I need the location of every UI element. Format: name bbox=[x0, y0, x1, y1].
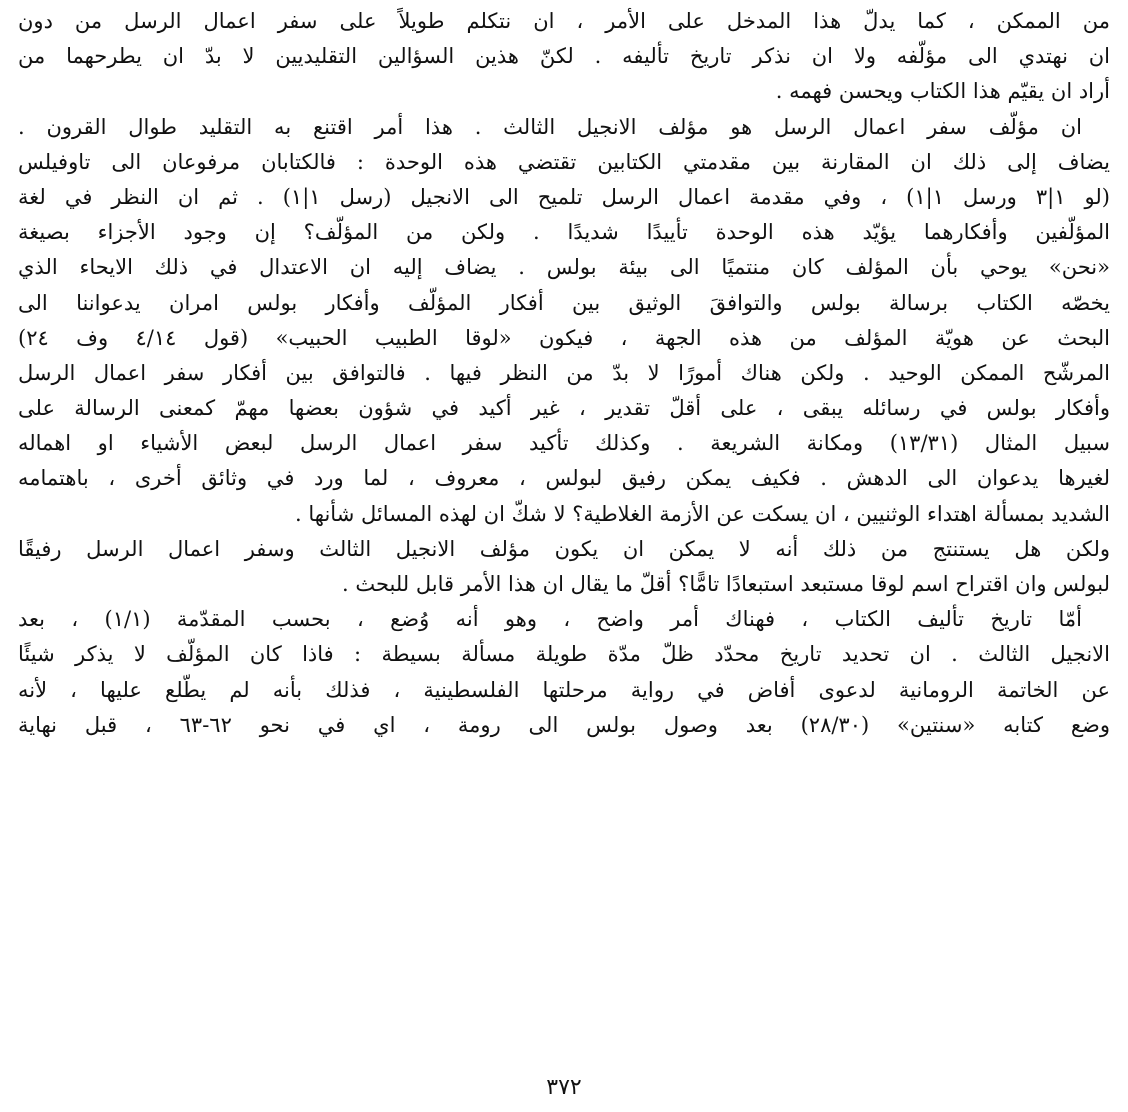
text-line: وضع كتابه «سنتين» (٢٨/٣٠) بعد وصول بولس الى رومة ، اي في نحو ٦٢-٦٣ ، قبل نهاية bbox=[18, 712, 1110, 737]
text-line: عن الخاتمة الرومانية لدعوى أفاض في رواية مرحلتها الفلسطينية ، فذلك بأنه لم يطّلع عليها ، لأنه bbox=[18, 677, 1110, 702]
text-line: يضاف إلى ذلك ان المقارنة بين مقدمتي الكتابين تقتضي هذه الوحدة : فالكتابان مرفوعان الى تاوفيلس bbox=[18, 149, 1110, 174]
text-line: وأفكار بولس في رسائله يبقى ، على أقلّ تقدير ، غير أكيد في شؤون بعضها مهمّ كمعنى الرسالة على bbox=[18, 396, 1110, 421]
text-line: أراد ان يقيّم هذا الكتاب ويحسن فهمه . bbox=[775, 79, 1110, 104]
text-line: من الممكن ، كما يدلّ هذا المدخل على الأمر ، ان نتكلم طويلاً على سفر اعمال الرسل من دون bbox=[18, 9, 1110, 33]
text-line: (لو ١|٣ ورسل ١|١) ، وفي مقدمة اعمال الرسل تلميح الى الانجيل (رسل ١|١) . ثم ان النظر في لغة bbox=[18, 184, 1110, 209]
text-line: «نحن» يوحي بأن المؤلف كان منتميًا الى بيئة بولس . يضاف إليه ان الاعتدال في ذلك الايحاء الذي bbox=[18, 255, 1110, 280]
text-line: الانجيل الثالث . ان تحديد تاريخ محدّد ظلّ مدّة طويلة مسألة بسيطة : فاذا كان المؤلّف لا يذكر شيئًا bbox=[18, 642, 1110, 667]
text-line: الشديد بمسألة اهتداء الوثنيين ، ان يسكت عن الأزمة الغلاطية؟ لا شكّ ان لهذه المسائل شأنها . bbox=[295, 501, 1110, 526]
text-line: البحث عن هويّة المؤلف من هذه الجهة ، فيكون «لوقا الطبيب الحبيب» (قول ٤/١٤ وف ٢٤) bbox=[18, 325, 1110, 350]
text-line: يخصّه الكتاب برسالة بولس والتوافقَ الوثيق بين أفكار المؤلّف وأفكار بولس امران يدعواننا الى bbox=[18, 290, 1110, 315]
text-line: أمّا تاريخ تأليف الكتاب ، فهناك أمر واضح ، وهو أنه وُضع ، بحسب المقدّمة (١/١) ، بعد bbox=[18, 607, 1082, 632]
text-line: المرشّح الممكن الوحيد . ولكن هناك أمورًا لا بدّ من النظر فيها . فالتوافق بين أفكار سفر اعمال الرسل bbox=[18, 360, 1110, 385]
text-line: سبيل المثال (١٣/٣١) ومكانة الشريعة . وكذلك تأكيد سفر اعمال الرسل لبعض الأشياء او اهماله bbox=[18, 431, 1110, 456]
text-line: ان مؤلّف سفر اعمال الرسل هو مؤلف الانجيل الثالث . هذا أمر اقتنع به التقليد طوال القرون . bbox=[18, 114, 1082, 139]
body-text bbox=[18, 4, 1110, 743]
page-number: ٣٧٢ bbox=[546, 1075, 582, 1100]
text-line: لغيرها يدعوان الى الدهش . فكيف يمكن رفيق لبولس ، معروف ، لما ورد في وثائق أخرى ، باهتمامه bbox=[18, 466, 1110, 491]
text-line: ولكن هل يستنتج من ذلك أنه لا يمكن ان يكون مؤلف الانجيل الثالث وسفر اعمال الرسل رفيقًا bbox=[18, 536, 1110, 561]
text-line: المؤلّفين وأفكارهما يؤيّد هذه الوحدة تأييدًا شديدًا . ولكن من المؤلّف؟ إن وجود الأجزاء بصيغة bbox=[18, 220, 1110, 245]
text-line: لبولس وان اقتراح اسم لوقا مستبعد استبعادًا تامًّا؟ أقلّ ما يقال ان هذا الأمر قابل للبحث . bbox=[341, 572, 1110, 596]
text-line: ان نهتدي الى مؤلّفه ولا ان نذكر تاريخ تأليفه . لكنّ هذين السؤالين التقليديين لا بدّ ان يطرحهما من bbox=[18, 44, 1110, 69]
